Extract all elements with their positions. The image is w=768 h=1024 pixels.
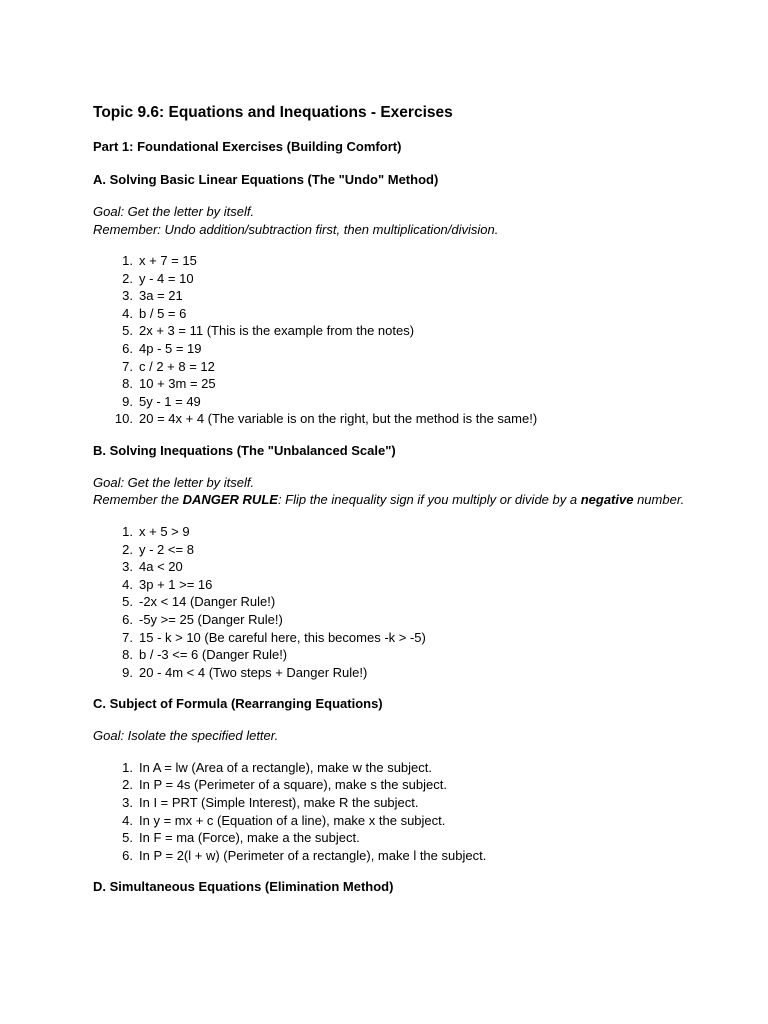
danger-rule-label: DANGER RULE	[182, 492, 278, 508]
exercise-number: 1.	[122, 759, 133, 775]
exercise-text: 2x + 3 = 11 (This is the example from the notes)	[139, 323, 415, 339]
exercise-item	[93, 576, 693, 594]
exercise-text: In P = 2(l + w) (Perimeter of a rectangle), make l the subject.	[139, 847, 487, 863]
exercise-text: 4p - 5 = 19	[139, 340, 202, 356]
negative-label: negative	[580, 492, 634, 508]
exercise-item	[93, 759, 693, 777]
exercise-text: 5y - 1 = 49	[139, 393, 201, 409]
exercise-item	[93, 358, 693, 376]
exercise-number: 4.	[122, 812, 133, 828]
exercise-item	[93, 270, 693, 288]
exercise-number: 5.	[122, 323, 133, 339]
exercise-number: 2.	[122, 270, 133, 286]
exercise-text: 3p + 1 >= 16	[139, 576, 213, 592]
exercise-number: 5.	[122, 830, 133, 846]
exercise-text: 15 - k > 10 (Be careful here, this becomes -k > -5)	[139, 629, 426, 645]
remember-suffix: number.	[633, 492, 685, 508]
exercise-number: 1.	[122, 253, 133, 268]
exercise-text: 20 - 4m < 4 (Two steps + Danger Rule!)	[139, 664, 368, 680]
exercise-text: b / 5 = 6	[139, 305, 187, 321]
section-a-remember: Remember: Undo addition/subtraction first, then multiplication/division.	[93, 221, 499, 237]
exercise-text: c / 2 + 8 = 12	[139, 358, 215, 374]
exercise-text: x + 5 > 9	[139, 523, 190, 539]
exercise-text: 3a = 21	[139, 288, 183, 304]
exercise-item	[93, 611, 693, 629]
exercise-text: In F = ma (Force), make a the subject.	[139, 830, 360, 846]
exercise-item	[93, 541, 693, 559]
exercise-number: 9.	[122, 393, 133, 409]
exercise-item	[93, 287, 693, 305]
exercise-text: In A = lw (Area of a rectangle), make w the subject.	[139, 759, 433, 775]
exercise-text: 4a < 20	[139, 559, 183, 575]
exercise-item	[93, 305, 693, 323]
section-a-heading: A. Solving Basic Linear Equations (The "Undo" Method)	[93, 172, 439, 187]
exercise-item	[93, 812, 693, 830]
exercise-item	[93, 646, 693, 664]
exercise-text: 20 = 4x + 4 (The variable is on the right, but the method is the same!)	[139, 411, 538, 427]
exercise-item	[93, 322, 693, 340]
section-c-heading: C. Subject of Formula (Rearranging Equations)	[93, 696, 383, 712]
section-c-instructions	[93, 727, 693, 745]
section-b-goal: Goal: Get the letter by itself.	[93, 474, 255, 490]
section-a-exercise-list	[93, 252, 693, 428]
exercise-number: 4.	[122, 576, 133, 592]
exercise-number: 8.	[122, 376, 133, 392]
exercise-text: b / -3 <= 6 (Danger Rule!)	[139, 647, 288, 663]
section-d-heading: D. Simultaneous Equations (Elimination Method)	[93, 879, 394, 895]
exercise-item	[93, 629, 693, 647]
exercise-item	[93, 252, 693, 270]
exercise-item	[93, 847, 693, 865]
exercise-text: In y = mx + c (Equation of a line), make x the subject.	[139, 812, 446, 828]
exercise-item	[93, 523, 693, 541]
exercise-item	[93, 393, 693, 411]
exercise-number: 4.	[122, 305, 133, 321]
exercise-text: In P = 4s (Perimeter of a square), make s the subject.	[139, 777, 447, 793]
exercise-text: y - 4 = 10	[139, 270, 194, 286]
exercise-text: 10 + 3m = 25	[139, 376, 216, 392]
remember-middle: : Flip the inequality sign if you multiply or divide by a	[277, 492, 581, 508]
exercise-text: -5y >= 25 (Danger Rule!)	[139, 611, 283, 627]
part-1-heading: Part 1: Foundational Exercises (Building Comfort)	[93, 139, 402, 154]
exercise-text: y - 2 <= 8	[139, 541, 194, 557]
exercise-number: 3.	[122, 288, 133, 304]
exercise-number: 7.	[122, 629, 133, 645]
section-b-instructions	[93, 474, 693, 509]
exercise-item	[93, 593, 693, 611]
remember-prefix: Remember the	[93, 492, 183, 508]
exercise-number: 6.	[122, 611, 133, 627]
section-b-remember	[93, 491, 693, 509]
exercise-item	[93, 776, 693, 794]
exercise-item	[93, 794, 693, 812]
exercise-text: In I = PRT (Simple Interest), make R the subject.	[139, 794, 419, 810]
exercise-number: 10.	[114, 411, 133, 427]
exercise-text: -2x < 14 (Danger Rule!)	[139, 594, 276, 610]
exercise-number: 2.	[122, 777, 133, 793]
exercise-number: 3.	[122, 559, 133, 575]
section-a-instructions	[93, 203, 693, 238]
page-title: Topic 9.6: Equations and Inequations - Exercises	[93, 104, 453, 121]
exercise-number: 1.	[122, 523, 133, 539]
section-c-exercise-list	[93, 759, 693, 865]
section-c-goal: Goal: Isolate the specified letter.	[93, 728, 279, 744]
section-a-goal: Goal: Get the letter by itself.	[93, 204, 255, 219]
exercise-number: 5.	[122, 594, 133, 610]
exercise-item	[93, 340, 693, 358]
exercise-text: x + 7 = 15	[139, 253, 197, 268]
exercise-number: 8.	[122, 647, 133, 663]
exercise-item	[93, 829, 693, 847]
section-b-heading: B. Solving Inequations (The "Unbalanced Scale")	[93, 442, 396, 458]
exercise-item	[93, 664, 693, 682]
exercise-number: 6.	[122, 847, 133, 863]
section-b-exercise-list	[93, 523, 693, 681]
exercise-item	[93, 558, 693, 576]
document-page	[93, 103, 693, 910]
exercise-item	[93, 375, 693, 393]
exercise-item	[93, 410, 693, 428]
exercise-number: 9.	[122, 664, 133, 680]
exercise-number: 6.	[122, 340, 133, 356]
exercise-number: 7.	[122, 358, 133, 374]
exercise-number: 2.	[122, 541, 133, 557]
exercise-number: 3.	[122, 794, 133, 810]
